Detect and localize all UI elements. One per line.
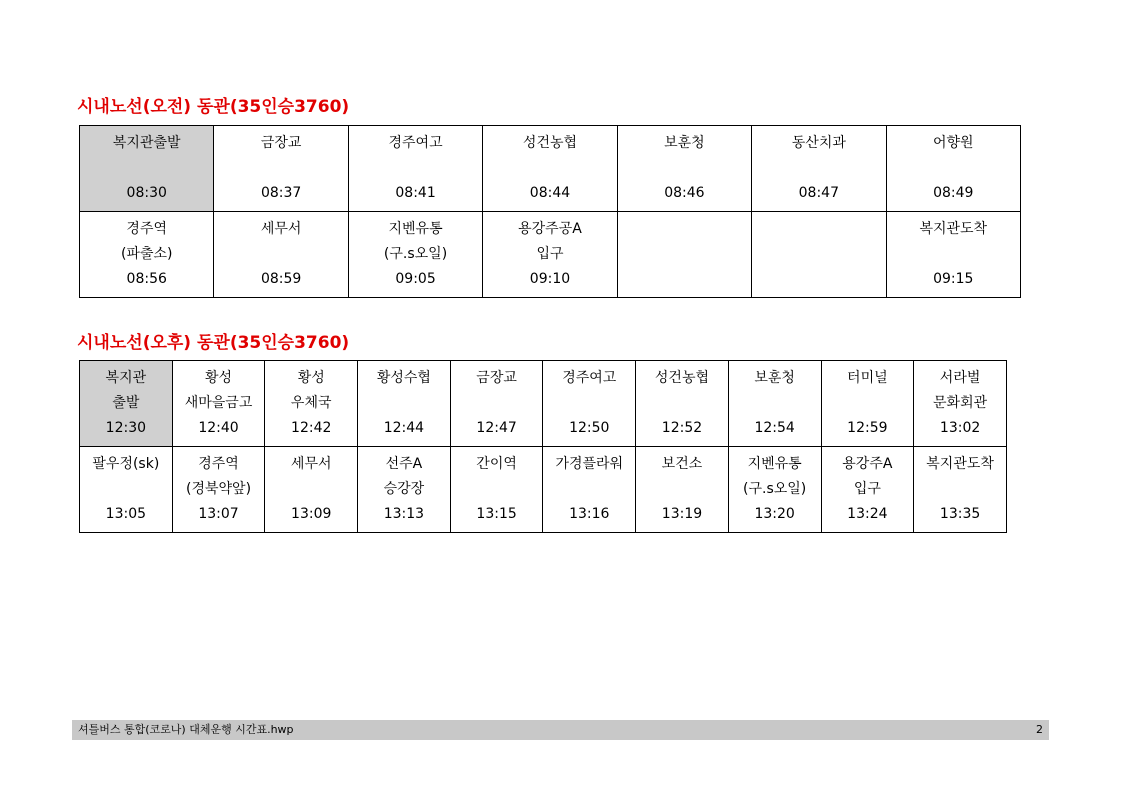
stop-time: 08:59 — [260, 271, 302, 287]
stop-cell — [914, 361, 1007, 447]
stop-detail — [729, 391, 821, 416]
table-row — [80, 361, 1007, 447]
stop-detail — [451, 391, 543, 416]
stop-name: 황성 — [205, 370, 233, 386]
stop-detail — [265, 477, 357, 502]
stop-cell — [821, 447, 914, 533]
stop-name: 가경플라워 — [555, 456, 624, 472]
stop-time: 08:44 — [529, 185, 571, 201]
stop-detail — [358, 391, 450, 416]
stop-time: 12:44 — [383, 420, 425, 436]
stop-detail — [914, 477, 1006, 502]
stop-detail: 승강장 — [383, 481, 425, 497]
timetable-afternoon — [79, 360, 1007, 533]
stop-detail — [349, 156, 482, 181]
table-row — [80, 212, 1021, 298]
stop-detail — [752, 242, 885, 267]
stop-time: 12:47 — [476, 420, 517, 436]
stop-cell — [348, 212, 482, 298]
stop-detail — [636, 391, 728, 416]
stop-cell — [265, 361, 358, 447]
stop-name: 지벤유통 — [388, 221, 443, 237]
stop-time: 09:15 — [933, 271, 974, 287]
stop-name: 복지관출발 — [112, 135, 181, 151]
stop-detail — [887, 156, 1020, 181]
stop-detail: 새마을금고 — [184, 395, 253, 411]
table-row — [80, 126, 1021, 212]
stop-name: 용강주A — [842, 456, 893, 472]
stop-time: 08:37 — [260, 185, 302, 201]
stop-detail: (구.s오일) — [743, 481, 807, 497]
stop-cell — [80, 361, 173, 447]
stop-cell — [172, 447, 265, 533]
stop-cell — [483, 212, 617, 298]
stop-cell — [483, 126, 617, 212]
stop-time — [752, 267, 885, 292]
stop-detail — [80, 477, 172, 502]
stop-time: 13:20 — [754, 506, 795, 522]
stop-name: 터미널 — [847, 370, 888, 386]
stop-cell — [617, 126, 751, 212]
stop-cell — [80, 447, 173, 533]
stop-name: 복지관 — [105, 370, 147, 386]
page-number: 2 — [1036, 723, 1043, 736]
stop-cell — [728, 361, 821, 447]
stop-time: 12:40 — [198, 420, 239, 436]
stop-cell — [543, 361, 636, 447]
stop-detail: 입구 — [853, 481, 881, 497]
stop-detail — [80, 156, 213, 181]
stop-detail — [636, 477, 728, 502]
stop-cell — [636, 361, 729, 447]
stop-cell — [543, 447, 636, 533]
stop-time: 12:54 — [754, 420, 795, 436]
stop-time: 13:24 — [847, 506, 888, 522]
stop-detail: 우체국 — [290, 395, 332, 411]
stop-time: 12:59 — [847, 420, 888, 436]
stop-name: 경주여고 — [388, 135, 443, 151]
stop-detail — [822, 391, 914, 416]
stop-time: 08:46 — [664, 185, 705, 201]
stop-detail — [543, 477, 635, 502]
footer-bar — [72, 720, 1049, 740]
stop-cell — [358, 447, 451, 533]
stop-name: 보훈청 — [754, 370, 795, 386]
stop-detail — [214, 156, 347, 181]
stop-time: 12:30 — [105, 420, 147, 436]
stop-name: 경주여고 — [562, 370, 617, 386]
stop-detail — [483, 156, 616, 181]
table-row — [80, 447, 1007, 533]
stop-cell — [214, 212, 348, 298]
stop-name: 경주역 — [126, 221, 167, 237]
section-title-afternoon: 시내노선(오후) 동관(35인승3760) — [77, 333, 350, 353]
stop-name: 세무서 — [260, 221, 302, 237]
stop-cell — [172, 361, 265, 447]
stop-name: 황성수협 — [376, 370, 431, 386]
stop-time: 08:41 — [395, 185, 436, 201]
stop-detail — [618, 156, 751, 181]
stop-detail — [887, 242, 1020, 267]
section-title-morning: 시내노선(오전) 동관(35인승3760) — [77, 97, 350, 117]
stop-name: 어향원 — [932, 135, 974, 151]
stop-name: 금장교 — [476, 370, 517, 386]
stop-name: 성건농협 — [522, 135, 578, 151]
stop-cell — [265, 447, 358, 533]
stop-name: 금장교 — [260, 135, 302, 151]
stop-time: 13:05 — [105, 506, 147, 522]
stop-time: 13:09 — [291, 506, 332, 522]
stop-time: 09:10 — [529, 271, 571, 287]
stop-time: 08:47 — [798, 185, 839, 201]
stop-detail — [214, 242, 347, 267]
stop-detail — [543, 391, 635, 416]
stop-time: 12:42 — [291, 420, 332, 436]
stop-name: 선주A — [385, 456, 423, 472]
stop-time: 13:13 — [383, 506, 425, 522]
stop-time: 13:02 — [939, 420, 981, 436]
stop-name: 동산치과 — [791, 135, 846, 151]
stop-name: 세무서 — [290, 456, 332, 472]
stop-cell — [636, 447, 729, 533]
stop-name: 경주역 — [198, 456, 239, 472]
stop-detail: 문화회관 — [933, 395, 988, 411]
stop-name: 복지관도착 — [926, 456, 994, 472]
stop-detail: (경북약앞) — [186, 481, 252, 497]
stop-cell — [886, 126, 1020, 212]
stop-cell — [914, 447, 1007, 533]
stop-name — [618, 212, 751, 242]
stop-cell — [886, 212, 1020, 298]
footer-filename: 셔틀버스 통합(코로나) 대체운행 시간표.hwp — [78, 723, 294, 736]
stop-time: 13:19 — [661, 506, 703, 522]
stop-name: 보건소 — [661, 456, 703, 472]
stop-detail: (파출소) — [120, 246, 173, 262]
stop-time: 13:35 — [939, 506, 981, 522]
stop-time: 09:05 — [395, 271, 436, 287]
stop-cell — [752, 126, 886, 212]
stop-name: 황성 — [297, 370, 325, 386]
stop-name: 용강주공A — [518, 221, 582, 237]
stop-detail — [752, 156, 885, 181]
stop-cell — [358, 361, 451, 447]
stop-time: 08:49 — [933, 185, 974, 201]
stop-name — [752, 212, 885, 242]
stop-name: 서라벌 — [939, 370, 981, 386]
stop-name: 성건농협 — [654, 370, 710, 386]
stop-name: 복지관도착 — [919, 221, 988, 237]
stop-detail — [451, 477, 543, 502]
stop-name: 팔우정(sk) — [92, 456, 160, 472]
stop-cell — [80, 126, 214, 212]
stop-cell — [617, 212, 751, 298]
stop-detail — [618, 242, 751, 267]
stop-time: 13:15 — [476, 506, 517, 522]
stop-time: 13:16 — [569, 506, 610, 522]
stop-cell — [728, 447, 821, 533]
stop-time — [618, 267, 751, 292]
stop-time: 08:56 — [126, 271, 167, 287]
stop-name: 간이역 — [476, 456, 517, 472]
stop-cell — [821, 361, 914, 447]
stop-time: 12:50 — [569, 420, 610, 436]
stop-cell — [752, 212, 886, 298]
stop-name: 보훈청 — [664, 135, 705, 151]
stop-cell — [80, 212, 214, 298]
stop-cell — [450, 447, 543, 533]
stop-time: 08:30 — [126, 185, 167, 201]
stop-cell — [450, 361, 543, 447]
stop-cell — [214, 126, 348, 212]
timetable-morning — [79, 125, 1021, 298]
stop-cell — [348, 126, 482, 212]
stop-time: 13:07 — [198, 506, 239, 522]
stop-detail: (구.s오일) — [383, 246, 448, 262]
stop-detail: 입구 — [536, 246, 564, 262]
stop-name: 지벤유통 — [747, 456, 802, 472]
stop-time: 12:52 — [661, 420, 703, 436]
stop-detail: 출발 — [112, 395, 140, 411]
